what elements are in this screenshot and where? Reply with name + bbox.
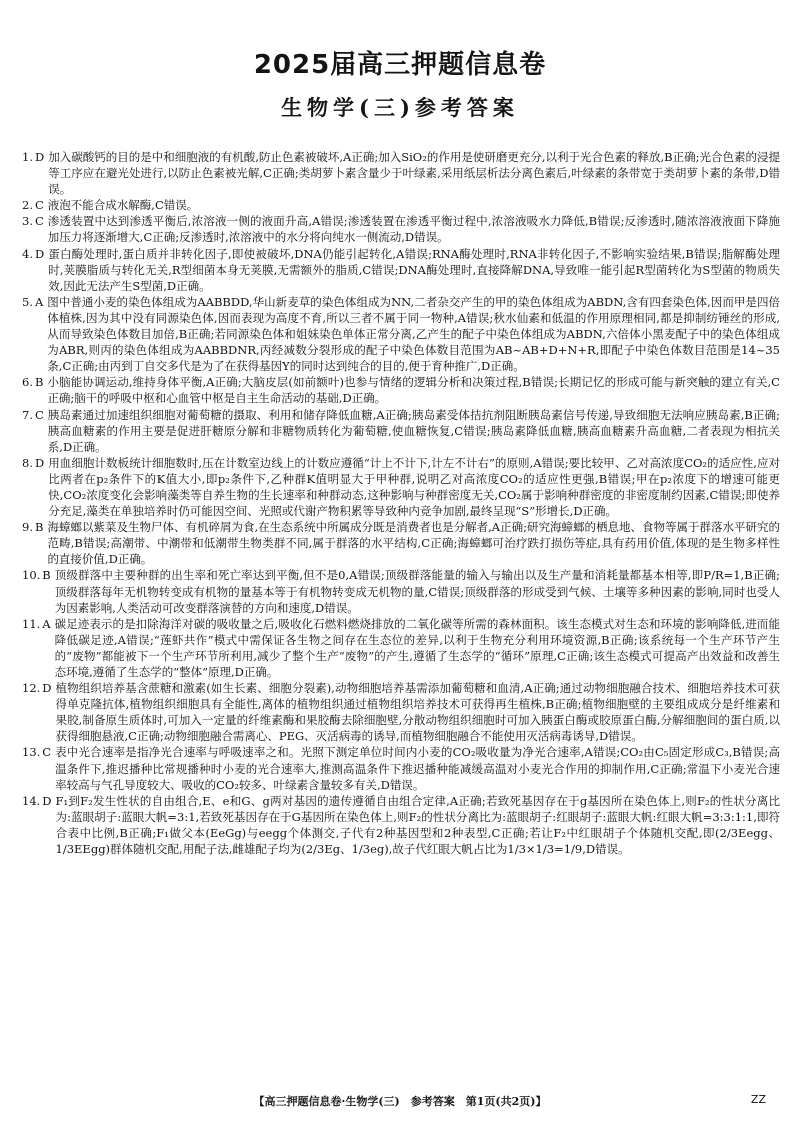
answer-choice: C (34, 214, 44, 229)
answer-number (22, 567, 55, 615)
page-subtitle: 生物学(三)参考答案 (281, 95, 519, 120)
answer-explanation: 加入碳酸钙的目的是中和细胞液的有机酸,防止色素被破坏,A正确;加入SiO₂的作用是使研磨更充分,以利于光合色素的释放,B正确;光合色素的浸提等工序应在避光处进行,以防止色素被光解,C正确;类胡萝卜素含量少于叶绿素,采用纸层析法分离色素后,叶绿素的条带宽于类胡萝卜素的条带,D错误。 (48, 150, 780, 197)
answer-item (22, 407, 780, 455)
answer-explanation: 渗透装置中达到渗透平衡后,浓溶液一侧的液面升高,A错误;渗透装置在渗透平衡过程中,浓溶液吸水力降低,B错误;反渗透时,随浓溶液液面下降施加压力将逐渐增大,C正确;反渗透时,浓溶液中的水分将向纯水一侧流动,D错误。 (47, 214, 780, 245)
answer-explanation: 顶级群落中主要种群的出生率和死亡率达到平衡,但不是0,A错误;顶级群落能量的输入与输出以及生产量和消耗量都基本相等,即P/R=1,B正确;顶级群落每年无机物转变成有机物的量基本等于有机物转变成无机物的量,C错误;顶级群落的形成受到气候、土壤等多种因素的影响,同时也受人为因素影响,人类活动可改变群落演替的方向和速度,D错误。 (54, 568, 780, 615)
answer-choice: C (42, 745, 52, 760)
answer-choice: D (42, 793, 52, 808)
answer-number (22, 374, 47, 406)
answer-explanation: 蛋白酶处理时,蛋白质并非转化因子,即使被破坏,DNA仍能引起转化,A错误;RNA酶处理时,RNA非转化因子,不影响实验结果,B错误;脂解酶处理时,荚膜脂质与转化无关,R型细菌本身无荚膜,无需额外的脂质,C错误;DNA酶处理时,直接降解DNA,导致唯一能引起R型菌转化为S型菌的物质失效,因此无法产生S型菌,D正确。 (48, 246, 780, 293)
answer-number (22, 519, 47, 567)
footer-code: ZZ (750, 1093, 766, 1106)
answer-item (22, 294, 780, 374)
answer-item (22, 680, 780, 744)
page-title: 2025届高三押题信息卷 (253, 50, 547, 80)
answer-number (22, 793, 56, 857)
answer-choice: B (34, 520, 44, 535)
question-number: 8. (22, 455, 33, 470)
question-number: 3. (22, 214, 33, 229)
answer-explanation: F₁到F₂发生性状的自由组合,E、e和G、g两对基因的遗传遵循自由组合定律,A正确;若致死基因存在于g基因所在染色体上,则F₂的性状分离比为:蓝眼胡子:蓝眼大帆=3:1,若致死基因存在于G基因所在染色体上,则F₂的性状分离比为:蓝眼胡子:红眼胡子:蓝眼大帆:红眼大帆=3:3:1:1,即符合表中比例,B正确;F₁做父本(EeGg)与eegg个体测交,子代有2种基因型和2种表型,C正确;若让F₂中红眼胡子个体随机交配,即(2/3Eegg、1/3EEgg)群体随机交配,用配子法,雌雄配子均为(2/3Eg、1/3eg),故子代红眼大帆占比为1/3×1/3=1/9,D错误。 (55, 793, 780, 857)
answer-choice: B (34, 375, 44, 390)
answer-choice: D (34, 455, 45, 470)
answer-explanation: 植物组织培养基含蔗糖和激素(如生长素、细胞分裂素),动物细胞培养基需添加葡萄糖和血清,A正确;通过动物细胞融合技术、细胞培养技术可获得单克隆抗体,植物组织细胞具有全能性,离体的植物组织通过植物组织培养技术可获得再生植株,B正确;植物细胞壁的主要组成成分是纤维素和果胶,制备原生质体时,可加入一定量的纤维素酶和果胶酶去除细胞壁,分散动物组织细胞时可加入胰蛋白酶或胶原蛋白酶,分解细胞间的蛋白质,以获得细胞悬液,C正确;动物细胞融合需离心、PEG、灭活病毒的诱导,而植物细胞融合不能使用灭活病毒诱导,D错误。 (55, 681, 780, 744)
answer-list (22, 149, 780, 1079)
answer-number (22, 455, 48, 519)
answer-item (22, 616, 780, 680)
answer-explanation: 胰岛素通过加速组织细胞对葡萄糖的摄取、利用和储存降低血糖,A正确;胰岛素受体拮抗剂阻断胰岛素信号传递,导致细胞无法响应胰岛素,B正确;胰高血糖素的作用主要是促进肝糖原分解和非糖物质转化为葡萄糖,使血糖恢复,C错误;胰岛素降低血糖,胰高血糖素升高血糖,二者表现为相抗关系,D正确。 (47, 407, 780, 454)
answer-item (22, 149, 780, 197)
answer-explanation: 用血细胞计数板统计细胞数时,压在计数室边线上的计数应遵循“计上不计下,计左不计右”的原则,A错误;要比较甲、乙对高浓度CO₂的适应性,应对比两者在p₂条件下的K值大小,即p₂条件下,乙种群K值明显大于甲种群,说明乙对高浓度CO₂的适应性更强,B错误;甲在p₂浓度下的增速可能更快,CO₂浓度变化会影响藻类等自养生物的生长速率和种群动态,这种影响与种群密度无关,CO₂属于影响种群密度的非密度制约因素,C错误;即使养分充足,藻类在单独培养时仍可能因空间、光照或代谢产物积累等导致种内竞争加剧,最终呈现“S”形增长,D正确。 (48, 455, 780, 519)
answer-item (22, 744, 780, 792)
answer-number (22, 213, 48, 245)
answer-item (22, 793, 780, 857)
footer-text: 【高三押题信息卷·生物学(三) 参考答案 第1页(共2页)】 (253, 1095, 547, 1108)
answer-explanation: 表中光合速率是指净光合速率与呼吸速率之和。光照下测定单位时间内小麦的CO₂吸收量为净光合速率,A错误;CO₂由C₅固定形成C₃,B错误;高温条件下,推迟播种比常规播种时小麦的光合速率大,推测高温条件下推迟播种能减缓高温对小麦光合作用的抑制作用,C正确;常温下小麦光合速率较高与气孔导度较大、吸收的CO₂较多、叶绿素含量较多有关,D错误。 (55, 745, 780, 792)
answer-choice: D (34, 246, 45, 261)
answer-choice: D (42, 681, 52, 696)
answer-item (22, 519, 780, 567)
answer-number (22, 616, 55, 680)
question-number: 10. (22, 568, 41, 583)
question-number: 14. (22, 793, 41, 808)
answer-choice: B (42, 568, 51, 583)
answer-choice: A (34, 294, 44, 309)
answer-number (22, 197, 48, 213)
question-number: 13. (22, 745, 41, 760)
answer-item (22, 374, 780, 406)
question-number: 4. (22, 246, 33, 261)
answer-explanation: 碳足迹表示的是扣除海洋对碳的吸收量之后,吸收化石燃料燃烧排放的二氧化碳等所需的森林面积。该生态模式对生态和环境的影响降低,进而能降低碳足迹,A错误;“莲虾共作”模式中需保证各生物之间存在生态位的差异,以利于生物充分利用环境资源,B正确;该系统每一个生产环节产生的“废物”都能被下一个生产环节所利用,减少了整个生产“废物”的产生,遵循了生态学的“循环”原理,C正确;该生态模式可提高产出效益和改善生态环境,遵循了生态学的“整体”原理,D正确。 (54, 616, 780, 679)
answer-choice: D (34, 150, 45, 164)
answer-explanation: 图中普通小麦的染色体组成为AABBDD,华山新麦草的染色体组成为NN,二者杂交产生的甲的染色体组成为ABDN,含有四套染色体,因而甲是四倍体植株,因为其中没有同源染色体,因而表现为高度不育,所以三者不属于同一物种,A错误;秋水仙素和低温的作用原理相同,都是抑制纺锤丝的形成,从而导致染色体数目加倍,B正确;若同源染色体和姐妹染色单体正常分离,乙产生的配子中染色体组成为ABDN,六倍体小黑麦配子中的染色体组成为ABR,则丙的染色体组成为AABBDNR,丙经减数分裂形成的配子中染色体数目范围为AB~AB+D+N+R,即配子中染色体数目范围是14~35条,C正确;由丙到丁自交多代是为了在获得基因Y的同时达到纯合的目的,便于育种推广,D正确。 (47, 294, 780, 374)
answer-choice: C (34, 407, 44, 422)
answer-number (22, 407, 48, 455)
answer-item (22, 197, 780, 213)
question-number: 9. (22, 520, 33, 535)
answer-item (22, 246, 780, 294)
question-number: 11. (22, 616, 41, 631)
question-number: 7. (22, 407, 33, 422)
question-number: 1. (22, 150, 33, 164)
answer-number (22, 680, 56, 744)
question-number: 5. (22, 294, 33, 309)
question-number: 12. (22, 681, 41, 696)
answer-explanation: 液泡不能合成水解酶,C错误。 (47, 198, 199, 213)
answer-explanation: 小脑能协调运动,维持身体平衡,A正确;大脑皮层(如前额叶)也参与情绪的逻辑分析和决策过程,B错误;长期记忆的形成可能与新突触的建立有关,C正确;脑干的呼吸中枢和心血管中枢是自主生命活动的基础,D正确。 (47, 375, 780, 406)
answer-choice: A (42, 616, 51, 631)
answer-number (22, 744, 55, 792)
question-number: 2. (22, 198, 33, 213)
question-number: 6. (22, 375, 33, 390)
answer-item (22, 213, 780, 245)
answer-item (22, 455, 780, 519)
answer-number (22, 294, 47, 374)
answer-item (22, 567, 780, 615)
answer-number (22, 149, 48, 197)
answer-number (22, 246, 48, 294)
answer-explanation: 海蟑螂以紫菜及生物尸体、有机碎屑为食,在生态系统中所属成分既是消费者也是分解者,A正确;研究海蟑螂的栖息地、食物等属于群落水平研究的范畴,B错误;高潮带、中潮带和低潮带生物类群不同,属于群落的水平结构,C正确;海蟑螂可治疗跌打损伤等症,具有药用价值,体现的是生物多样性的直接价值,D正确。 (47, 520, 780, 567)
answer-choice: C (34, 198, 44, 213)
